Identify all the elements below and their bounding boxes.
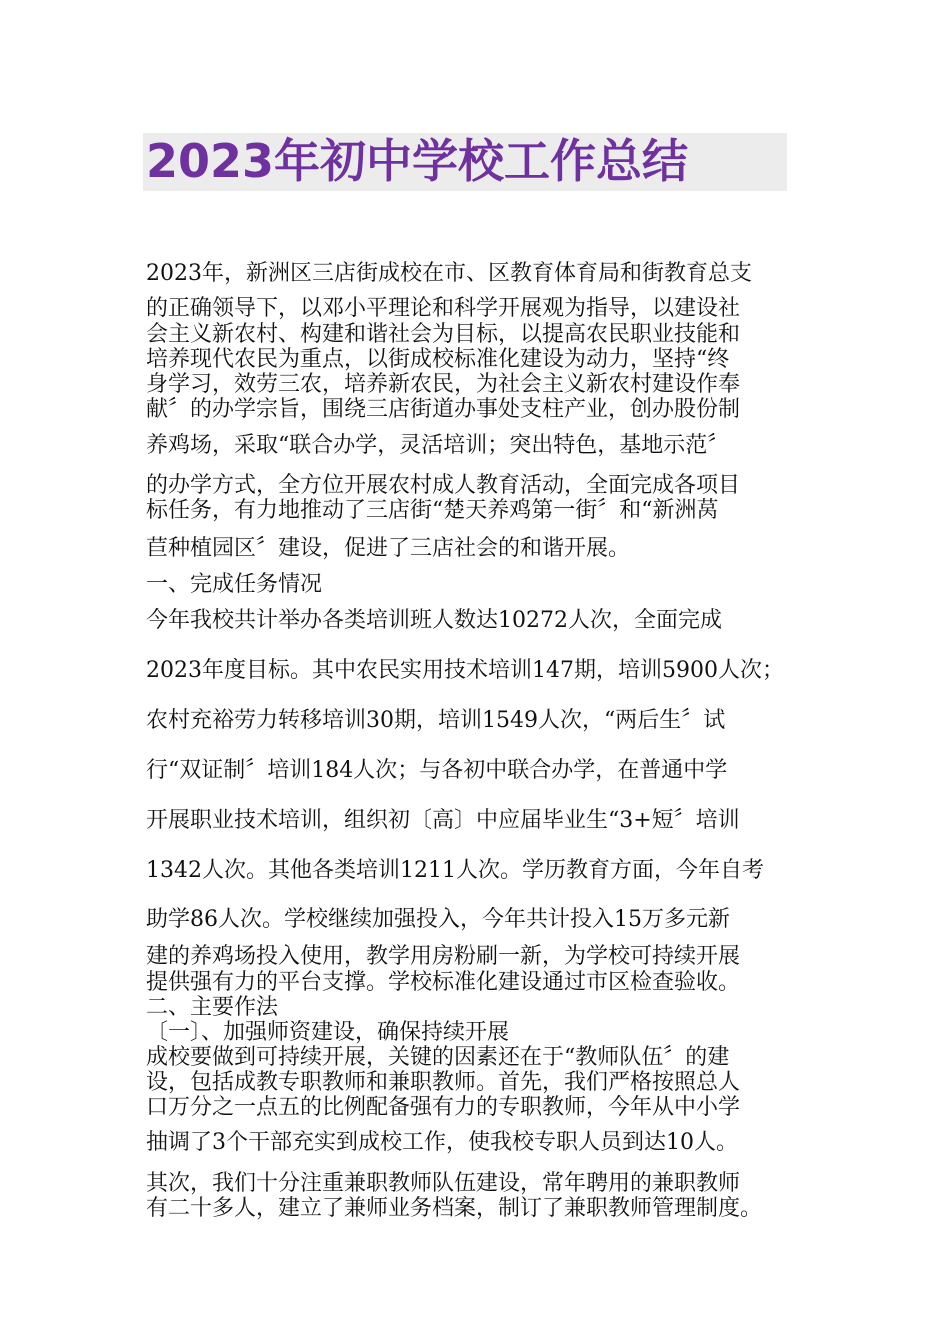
body-line: 2023年，新洲区三店街成校在市、区教育体育局和街教育总支 [146, 261, 752, 286]
body-line: 口万分之一点五的比例配备强有力的专职教师，今年从中小学 [146, 1095, 741, 1120]
body-line: 提供强有力的平台支撑。学校标准化建设通过市区检查验收。 [146, 970, 741, 995]
body-line: 抽调了3个干部充实到成校工作，使我校专职人员到达10人。 [146, 1130, 738, 1155]
body-line: 行“双证制〞培训184人次；与各初中联合办学，在普通中学 [146, 758, 728, 783]
document-title: 2023年初中学校工作总结 [146, 134, 689, 188]
section-heading: 二、主要作法 [146, 995, 279, 1020]
body-line: 成校要做到可持续开展，关键的因素还在于“教师队伍〞的建 [146, 1045, 730, 1070]
body-line: 设，包括成教专职教师和兼职教师。首先，我们严格按照总人 [146, 1070, 741, 1095]
body-line: 今年我校共计举办各类培训班人数达10272人次，全面完成 [146, 608, 722, 633]
body-line: 2023年度目标。其中农民实用技术培训147期，培训5900人次； [146, 658, 784, 683]
subsection-heading: 〔一〕、加强师资建设，确保持续开展 [146, 1020, 510, 1045]
body-line: 的正确领导下，以邓小平理论和科学开展观为指导，以建设社 [146, 296, 741, 321]
body-line: 标任务，有力地推动了三店街“楚天养鸡第一街〞和“新洲莴 [146, 498, 719, 523]
body-line: 身学习，效劳三农，培养新农民，为社会主义新农村建设作奉 [146, 372, 741, 397]
body-line: 助学86人次。学校继续加强投入，今年共计投入15万多元新 [146, 907, 730, 932]
body-line: 有二十多人，建立了兼师业务档案，制订了兼职教师管理制度。 [146, 1196, 763, 1221]
body-line: 1342人次。其他各类培训1211人次。学历教育方面，今年自考 [146, 858, 764, 883]
body-line: 苣种植园区〞建设，促进了三店社会的和谐开展。 [146, 536, 631, 561]
body-line: 会主义新农村、构建和谐社会为目标，以提高农民职业技能和 [146, 322, 741, 347]
body-line: 建的养鸡场投入使用，教学用房粉刷一新，为学校可持续开展 [146, 944, 741, 969]
body-line: 培养现代农民为重点，以街成校标准化建设为动力，坚持“终 [146, 347, 730, 372]
body-line: 其次，我们十分注重兼职教师队伍建设，常年聘用的兼职教师 [146, 1171, 741, 1196]
body-line: 农村充裕劳力转移培训30期，培训1549人次，“两后生〞试 [146, 708, 726, 733]
body-line: 的办学方式，全方位开展农村成人教育活动，全面完成各项目 [146, 473, 741, 498]
body-line: 献〞的办学宗旨，围绕三店街道办事处支柱产业，创办股份制 [146, 397, 741, 422]
section-heading: 一、完成任务情况 [146, 572, 323, 597]
body-line: 开展职业技术培训，组织初〔高〕中应届毕业生“3+短〞培训 [146, 808, 740, 833]
body-line: 养鸡场，采取“联合办学，灵活培训；突出特色，基地示范〞 [146, 433, 730, 458]
